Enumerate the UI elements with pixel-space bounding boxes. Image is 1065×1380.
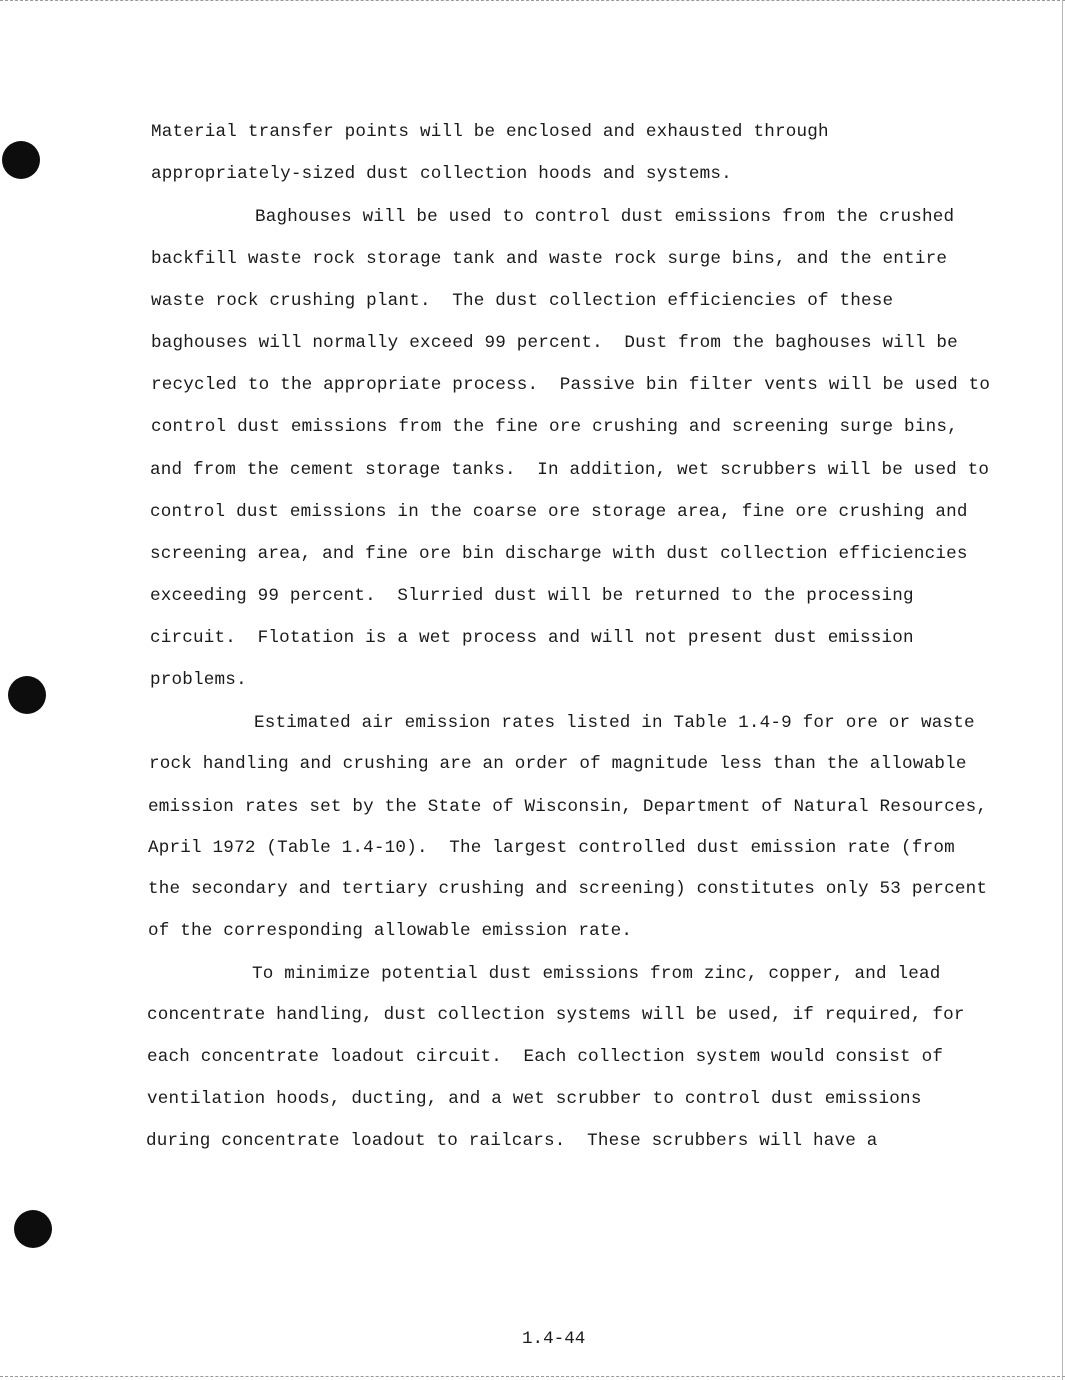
text-line: control dust emissions in the coarse ore storage area, fine ore crushing and	[150, 502, 968, 522]
text-line: baghouses will normally exceed 99 percent. Dust from the baghouses will be	[151, 333, 958, 353]
text-line: Material transfer points will be enclosed and exhausted through	[151, 122, 829, 142]
text-line: each concentrate loadout circuit. Each collection system would consist of	[147, 1047, 944, 1067]
page-bottom-edge	[0, 1376, 1065, 1379]
text-line: screening area, and fine ore bin discharge with dust collection efficiencies	[150, 544, 968, 564]
page-number: 1.4-44	[522, 1329, 586, 1349]
page-right-edge	[1062, 0, 1063, 1380]
text-line: Estimated air emission rates listed in Table 1.4-9 for ore or waste	[254, 713, 975, 733]
punch-hole-top	[2, 141, 40, 179]
text-line: April 1972 (Table 1.4-10). The largest controlled dust emission rate (from	[148, 838, 955, 858]
text-line: rock handling and crushing are an order of magnitude less than the allowable	[149, 754, 967, 774]
punch-hole-middle	[8, 676, 46, 714]
text-line: of the corresponding allowable emission rate.	[148, 921, 633, 941]
text-line: Baghouses will be used to control dust emissions from the crushed	[255, 207, 955, 227]
punch-hole-bottom	[14, 1210, 52, 1248]
text-line: during concentrate loadout to railcars. These scrubbers will have a	[146, 1131, 878, 1151]
text-line: To minimize potential dust emissions from zinc, copper, and lead	[252, 964, 941, 984]
text-line: the secondary and tertiary crushing and screening) constitutes only 53 percent	[148, 879, 988, 899]
text-line: concentrate handling, dust collection systems will be used, if required, for	[147, 1005, 965, 1025]
text-line: backfill waste rock storage tank and waste rock surge bins, and the entire	[151, 249, 948, 269]
text-line: circuit. Flotation is a wet process and will not present dust emission	[150, 628, 914, 648]
text-line: problems.	[150, 670, 247, 690]
text-line: ventilation hoods, ducting, and a wet scrubber to control dust emissions	[147, 1089, 922, 1109]
text-line: control dust emissions from the fine ore crushing and screening surge bins,	[151, 417, 958, 437]
text-line: recycled to the appropriate process. Passive bin filter vents will be used to	[151, 375, 991, 395]
text-line: and from the cement storage tanks. In addition, wet scrubbers will be used to	[150, 460, 990, 480]
text-line: emission rates set by the State of Wisconsin, Department of Natural Resources,	[148, 797, 988, 817]
page-top-edge	[0, 0, 1065, 3]
text-line: exceeding 99 percent. Slurried dust will be returned to the processing	[150, 586, 914, 606]
text-line: appropriately-sized dust collection hoods and systems.	[151, 164, 732, 184]
text-line: waste rock crushing plant. The dust collection efficiencies of these	[151, 291, 894, 311]
